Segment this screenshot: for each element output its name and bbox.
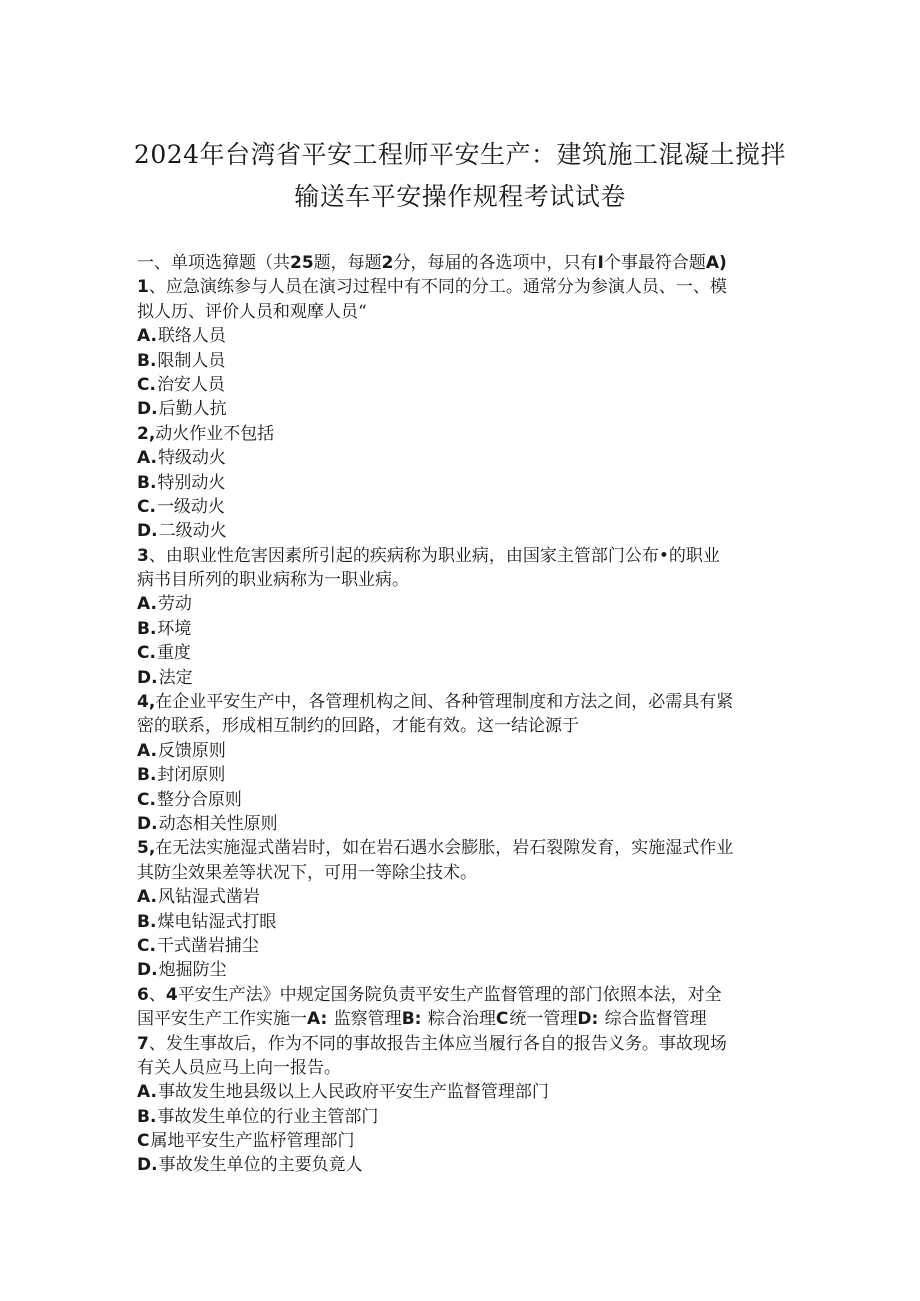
question-separator: 、	[148, 545, 166, 566]
question-text: 国平安生产工作实施一	[137, 1009, 307, 1030]
option-text: 综合监督管理	[604, 1009, 707, 1030]
option-text: 重度	[156, 643, 191, 664]
option-text: 事故发生地县级以上人民政府平安生产监督管理部门	[157, 1082, 549, 1103]
option-text: 治安人员	[156, 374, 225, 395]
option-text: 一级动火	[156, 496, 225, 517]
option-key: A.	[137, 326, 157, 347]
option-key: C.	[137, 789, 156, 810]
question-3-option-c	[137, 641, 797, 665]
option-key: C.	[137, 496, 156, 517]
question-5-stem	[137, 836, 797, 860]
heading-text: 分，每届的各选项中，只有	[393, 253, 598, 273]
option-key: B.	[137, 1106, 157, 1127]
question-text: 在企业平安生产中，各管理机构之间、各种管理制度和方法之间，必需具有紧	[155, 692, 734, 713]
option-key: C	[495, 1009, 509, 1030]
question-4-option-c	[137, 788, 797, 812]
question-1-stem-cont: 拟人历、评价人员和观摩人员“	[137, 301, 367, 322]
option-text: 二级动火	[158, 521, 227, 542]
option-key: D.	[137, 667, 158, 688]
option-key: B.	[137, 472, 157, 493]
question-2-stem	[137, 422, 797, 446]
question-4-option-b	[137, 763, 797, 787]
option-text: 煤电钻湿式打眼	[157, 911, 277, 932]
option-text: 劳动	[157, 594, 192, 615]
option-text: 联络人员	[157, 326, 226, 347]
option-key: A.	[137, 594, 157, 615]
option-text: 法定	[158, 667, 193, 688]
option-text: 炮掘防尘	[158, 960, 227, 981]
question-separator: 、	[148, 277, 166, 298]
question-7-stem	[137, 1032, 797, 1056]
question-7-option-d	[137, 1153, 797, 1177]
question-1-option-b	[137, 349, 797, 373]
question-1-stem	[137, 275, 797, 299]
option-text: 限制人员	[157, 350, 226, 371]
heading-text: 个事最符合题	[603, 253, 706, 273]
option-key: C	[137, 1131, 150, 1152]
option-text: 事故发生单位的主要负竟人	[158, 1155, 363, 1176]
option-key: B.	[137, 765, 157, 786]
question-3-option-b	[137, 617, 797, 641]
question-text: 动火作业不包括	[155, 423, 275, 444]
option-text: 整分合原则	[156, 789, 242, 810]
option-key: A.	[137, 1082, 157, 1103]
question-4-stem-cont: 密的联系，形成相互制约的回路，才能有效。这一结论源于	[137, 716, 579, 737]
question-5-option-a	[137, 885, 797, 909]
question-5-stem-cont: 其防尘效果差等状况下，可用一等除尘技术。	[137, 862, 477, 883]
question-6-stem-cont	[137, 1007, 797, 1031]
question-1-option-d	[137, 397, 797, 421]
question-7-stem-cont: 有关人员应马上向一报告。	[137, 1057, 341, 1078]
question-number: 4,	[137, 692, 156, 713]
question-5-option-b	[137, 910, 797, 934]
heading-text: 题，每题	[313, 253, 382, 273]
question-4-stem	[137, 690, 797, 714]
option-key: D.	[137, 960, 158, 981]
option-key: D.	[137, 521, 158, 542]
question-number: 6	[137, 984, 149, 1005]
option-text: 环境	[157, 618, 192, 639]
option-key: D.	[137, 399, 158, 420]
option-text: 风钻湿式凿岩	[157, 887, 260, 908]
question-6-stem	[137, 983, 797, 1007]
option-key: C.	[137, 935, 156, 956]
question-2-option-c	[137, 495, 797, 519]
heading-one: I	[597, 253, 604, 273]
option-text: 干式凿岩捕尘	[156, 935, 259, 956]
question-quote-mark: 4	[165, 984, 178, 1005]
question-3-option-a	[137, 592, 797, 616]
question-number: 7	[137, 1033, 149, 1054]
option-key: B.	[137, 350, 157, 371]
question-text: 应急演练参与人员在演习过程中有不同的分工。通常分为参演人员、一、模	[165, 277, 727, 298]
question-4-option-a	[137, 739, 797, 763]
option-text: 动态相关性原则	[158, 813, 278, 834]
question-separator: 、	[148, 1033, 166, 1054]
exam-title-line-2: 输送车平安操作规程考试试卷	[294, 182, 626, 211]
question-number: 3	[137, 545, 149, 566]
question-2-option-a	[137, 446, 797, 470]
question-1-option-c	[137, 373, 797, 397]
exam-body	[137, 251, 797, 1178]
option-text: 统一管理	[509, 1009, 578, 1030]
question-text: 平安生产法》中规定国务院负责平安生产监督管理的部门依照本法，对全	[177, 984, 722, 1005]
question-3-stem-cont: 病书目所列的职业病称为一职业病。	[137, 570, 409, 591]
option-key: B:	[401, 1009, 422, 1030]
option-key: A.	[137, 448, 157, 469]
question-separator: 、	[148, 984, 166, 1005]
option-key: C.	[137, 643, 156, 664]
question-count: 25	[290, 253, 314, 273]
option-key: B.	[137, 911, 157, 932]
question-4-option-d	[137, 812, 797, 836]
option-text: 特级动火	[157, 448, 226, 469]
question-2-option-d	[137, 519, 797, 543]
heading-text: 一、单项选獐题（共	[137, 253, 290, 273]
question-text: 发生事故后，作为不同的事故报告主体应当履行各自的报告义务。事故现场	[165, 1033, 727, 1054]
question-7-option-c	[137, 1129, 797, 1153]
option-key: A.	[137, 887, 157, 908]
option-key: A.	[137, 740, 157, 761]
question-2-option-b	[137, 471, 797, 495]
question-5-option-c	[137, 934, 797, 958]
option-text: 属地平安生产监杼管理部门	[150, 1131, 355, 1152]
question-points: 2	[381, 253, 394, 273]
option-key: C.	[137, 374, 156, 395]
option-text: 粽合治理	[427, 1009, 496, 1030]
option-key: D.	[137, 813, 158, 834]
question-7-option-b	[137, 1105, 797, 1129]
question-3-stem	[137, 544, 797, 568]
option-text: 反馈原则	[157, 740, 226, 761]
option-text: 事故发生单位的行业主管部门	[157, 1106, 379, 1127]
heading-end: A)	[705, 253, 727, 273]
option-text: 监察管理	[333, 1009, 402, 1030]
question-5-option-d	[137, 958, 797, 982]
question-text: 在无法实施湿式凿岩时，如在岩石遇水会膨胀，岩石裂隙发育，实施湿式作业	[155, 838, 734, 859]
option-text: 封闭原则	[157, 765, 226, 786]
option-text: 特别动火	[157, 472, 226, 493]
option-key: A:	[307, 1009, 328, 1030]
question-7-option-a	[137, 1080, 797, 1104]
section-heading	[137, 251, 797, 275]
option-key: D.	[137, 1155, 158, 1176]
question-number: 5,	[137, 838, 156, 859]
exam-title-line-1: 2024年台湾省平安工程师平安生产：建筑施工混凝土搅拌	[133, 140, 787, 169]
option-text: 后勤人抗	[158, 399, 227, 420]
option-key: D:	[577, 1009, 599, 1030]
question-number: 2,	[137, 423, 156, 444]
question-number: 1	[137, 277, 149, 298]
question-text: 由职业性危害因素所引起的疾病称为职业病，由国家主管部门公布•的职业	[165, 545, 720, 566]
question-3-option-d	[137, 666, 797, 690]
question-1-option-a	[137, 324, 797, 348]
option-key: B.	[137, 618, 157, 639]
